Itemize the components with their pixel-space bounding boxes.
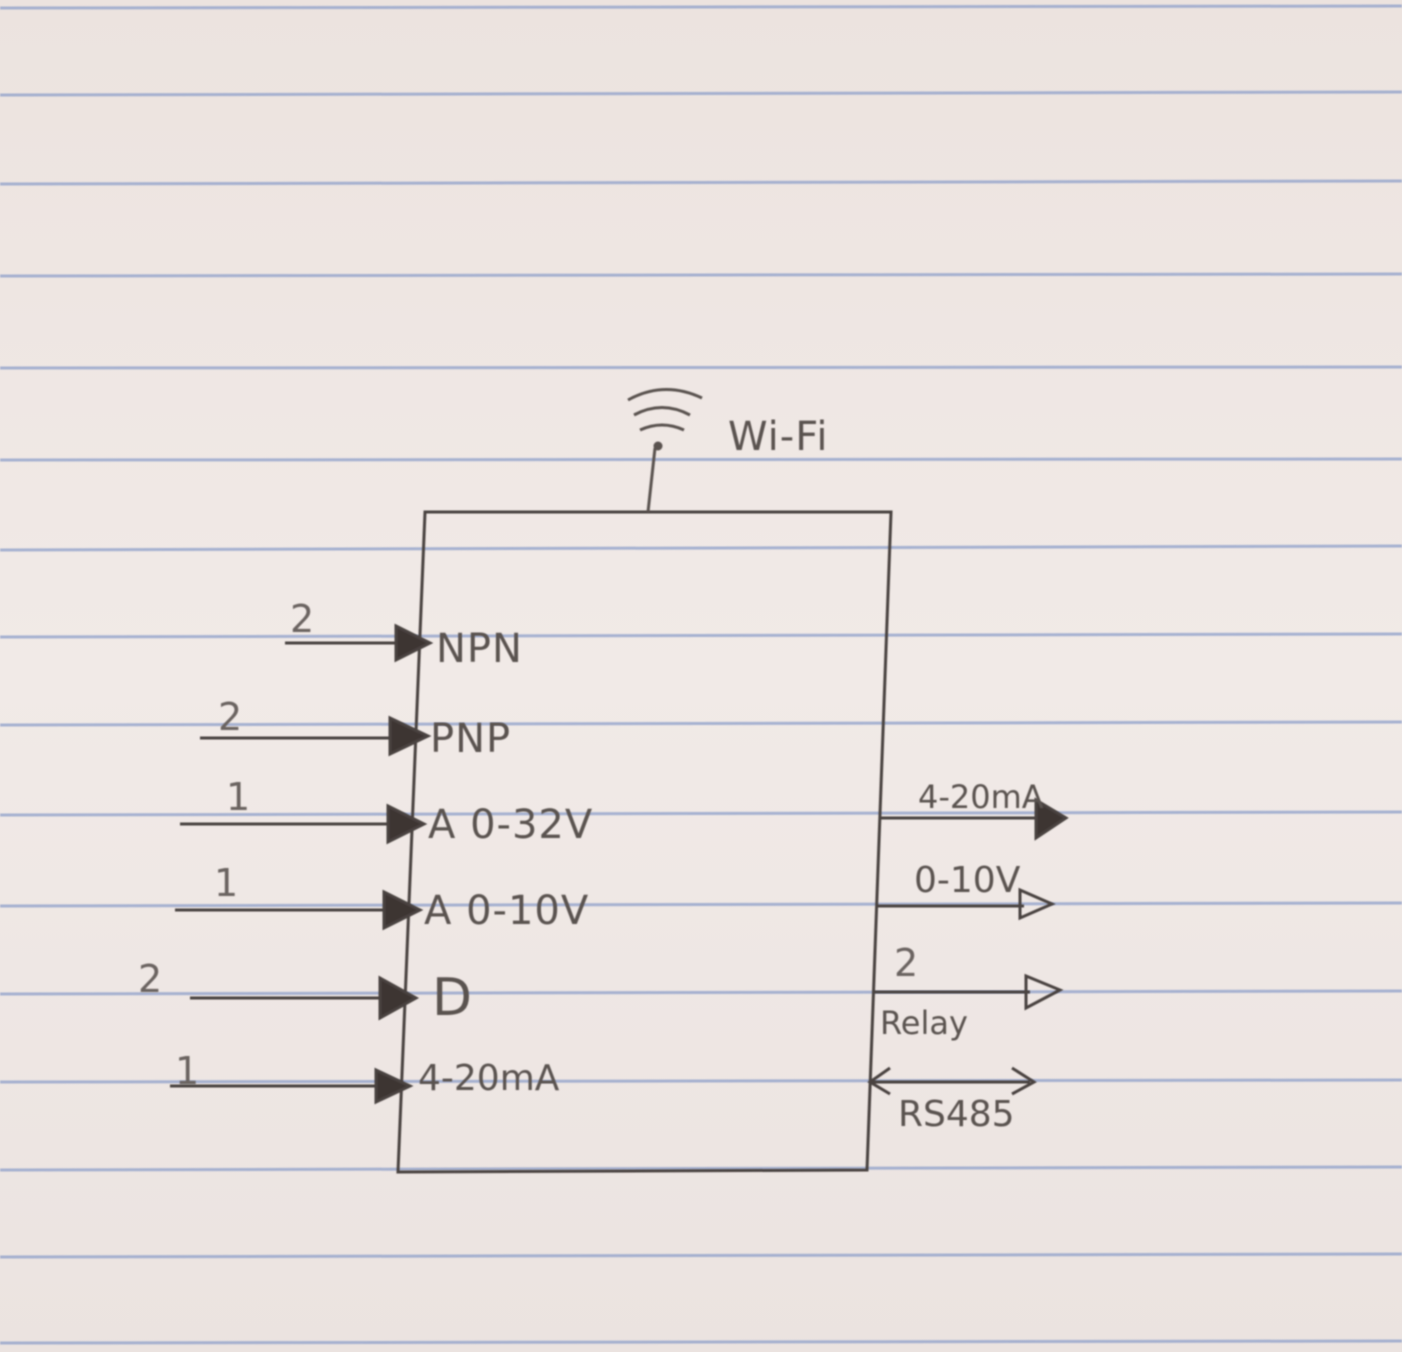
rule-line bbox=[0, 1080, 1402, 1082]
rule-line bbox=[0, 274, 1402, 276]
rule-line bbox=[0, 367, 1402, 368]
output-label-010: 0-10V bbox=[914, 860, 1021, 901]
output-label-relay: Relay bbox=[880, 1004, 968, 1042]
wifi-label: Wi-Fi bbox=[728, 414, 829, 460]
rule-line bbox=[0, 6, 1402, 8]
input-count-d: 2 bbox=[138, 957, 163, 1001]
output-label-420: 4-20mA bbox=[918, 778, 1044, 816]
rule-line bbox=[0, 1341, 1402, 1343]
input-count-a032: 1 bbox=[226, 775, 251, 819]
output-label-rs485: RS485 bbox=[898, 1094, 1015, 1135]
input-label-a032: A 0-32V bbox=[428, 802, 594, 848]
output-count-relay: 2 bbox=[894, 941, 919, 985]
input-label-npn: NPN bbox=[436, 626, 523, 672]
rule-line bbox=[0, 459, 1402, 460]
input-label-420: 4-20mA bbox=[418, 1058, 560, 1099]
input-count-pnp: 2 bbox=[218, 695, 243, 739]
input-count-a010: 1 bbox=[214, 861, 239, 905]
input-label-d: D bbox=[432, 968, 473, 1028]
input-count-npn: 2 bbox=[290, 597, 315, 641]
input-label-pnp: PNP bbox=[430, 716, 512, 762]
input-count-420: 1 bbox=[175, 1049, 200, 1093]
input-label-a010: A 0-10V bbox=[424, 888, 590, 934]
